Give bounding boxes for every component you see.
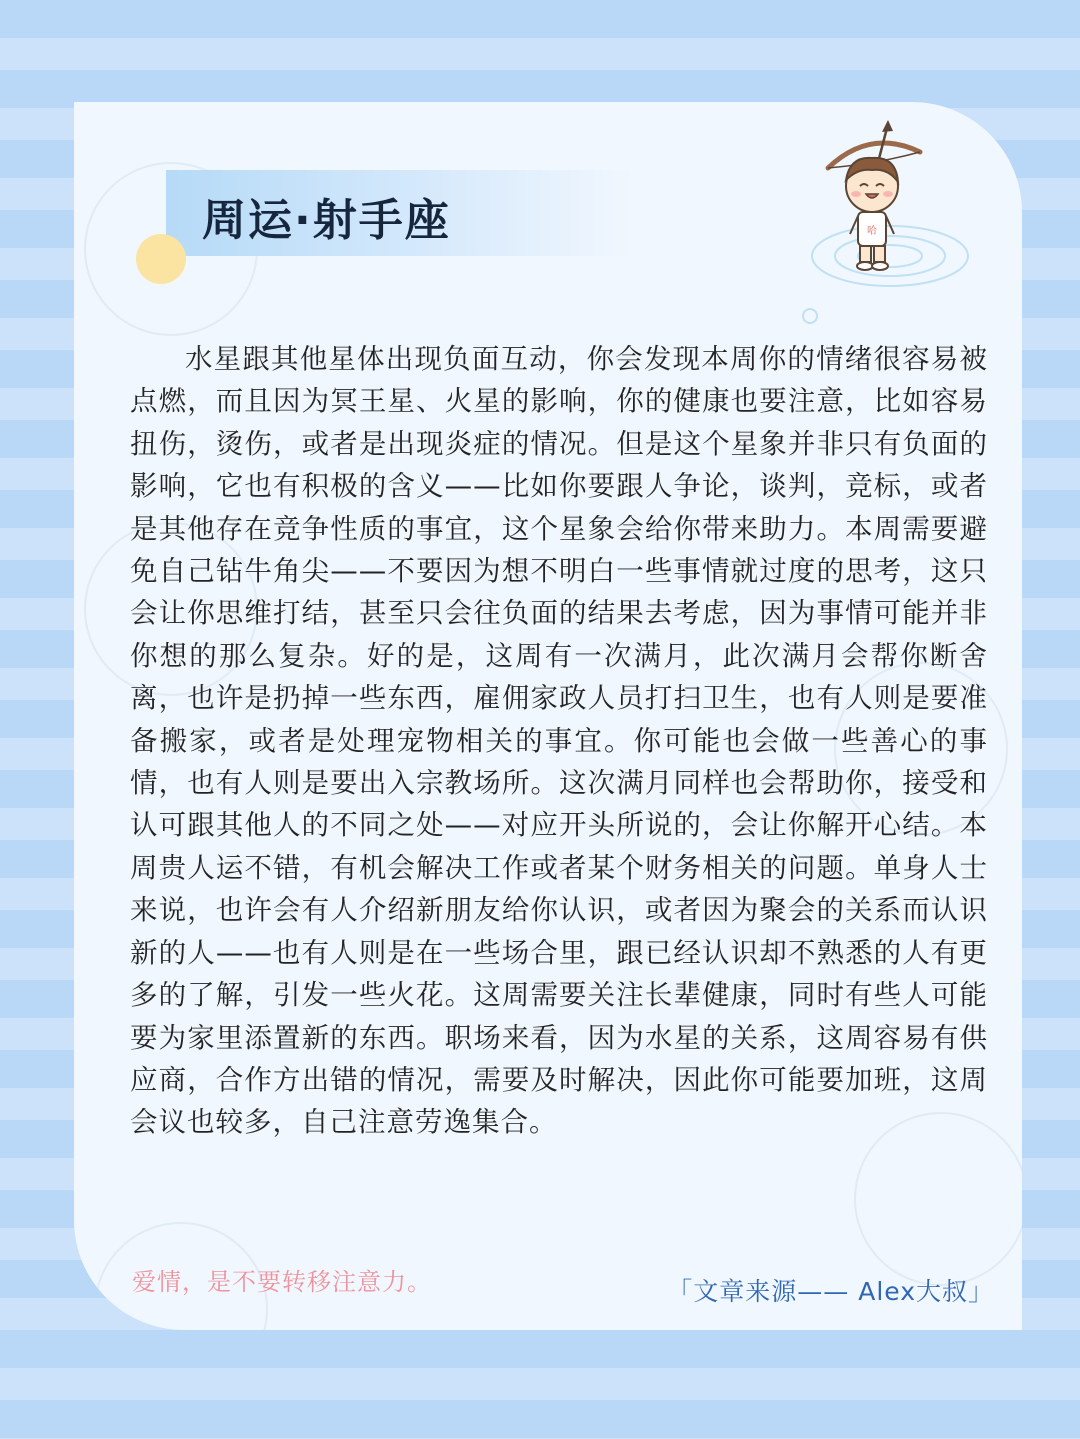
horoscope-body-text: 水星跟其他星体出现负面互动，你会发现本周你的情绪很容易被点燃，而且因为冥王星、火星的影响，你的健康也要注意，比如容易扭伤，烫伤，或者是出现炎症的情况。但是这个星象并非只有负面的影响，它也有积极的含义——比如你要跟人争论，谈判，竞标，或者是其他存在竞争性质的事宜，这个星象会给你带来助力。本周需要避免自己钻牛角尖——不要因为想不明白一些事情就过度的思考，这只会让你思维打结，甚至只会往负面的结果去考虑，因为事情可能并非你想的那么复杂。好的是，这周有一次满月，此次满月会帮你断舍离，也许是扔掉一些东西，雇佣家政人员打扫卫生，也有人则是要准备搬家，或者是处理宠物相关的事宜。你可能也会做一些善心的事情，也有人则是要出入宗教场所。这次满月同样也会帮助你，接受和认可跟其他人的不同之处——对应开头所说的，会让你解开心结。本周贵人运不错，有机会解决工作或者某个财务相关的问题。单身人士来说，也许会有人介绍新朋友给你认识，或者因为聚会的关系而认识新的人——也有人则是在一些场合里，跟已经认识却不熟悉的人有更多的了解，引发一些火花。这周需要关注长辈健康，同时有些人可能要为家里添置新的东西。职场来看，因为水星的关系，这周容易有供应商，合作方出错的情况，需要及时解决，因此你可能要加班，这周会议也较多，自己注意劳逸集合。: [130, 343, 988, 1139]
title-decoration-dot: [136, 234, 186, 284]
content-card: [74, 102, 1022, 1330]
mascot-shirt-text: 哈: [867, 226, 877, 237]
sagittarius-boy-mascot-icon: [780, 116, 970, 326]
title-band: [166, 170, 636, 256]
page-title: 周运·射手座: [202, 195, 451, 246]
tagline-text: 爱情，是不要转移注意力。: [132, 1268, 432, 1296]
source-credit: 「文章来源—— Alex大叔」: [667, 1277, 994, 1306]
